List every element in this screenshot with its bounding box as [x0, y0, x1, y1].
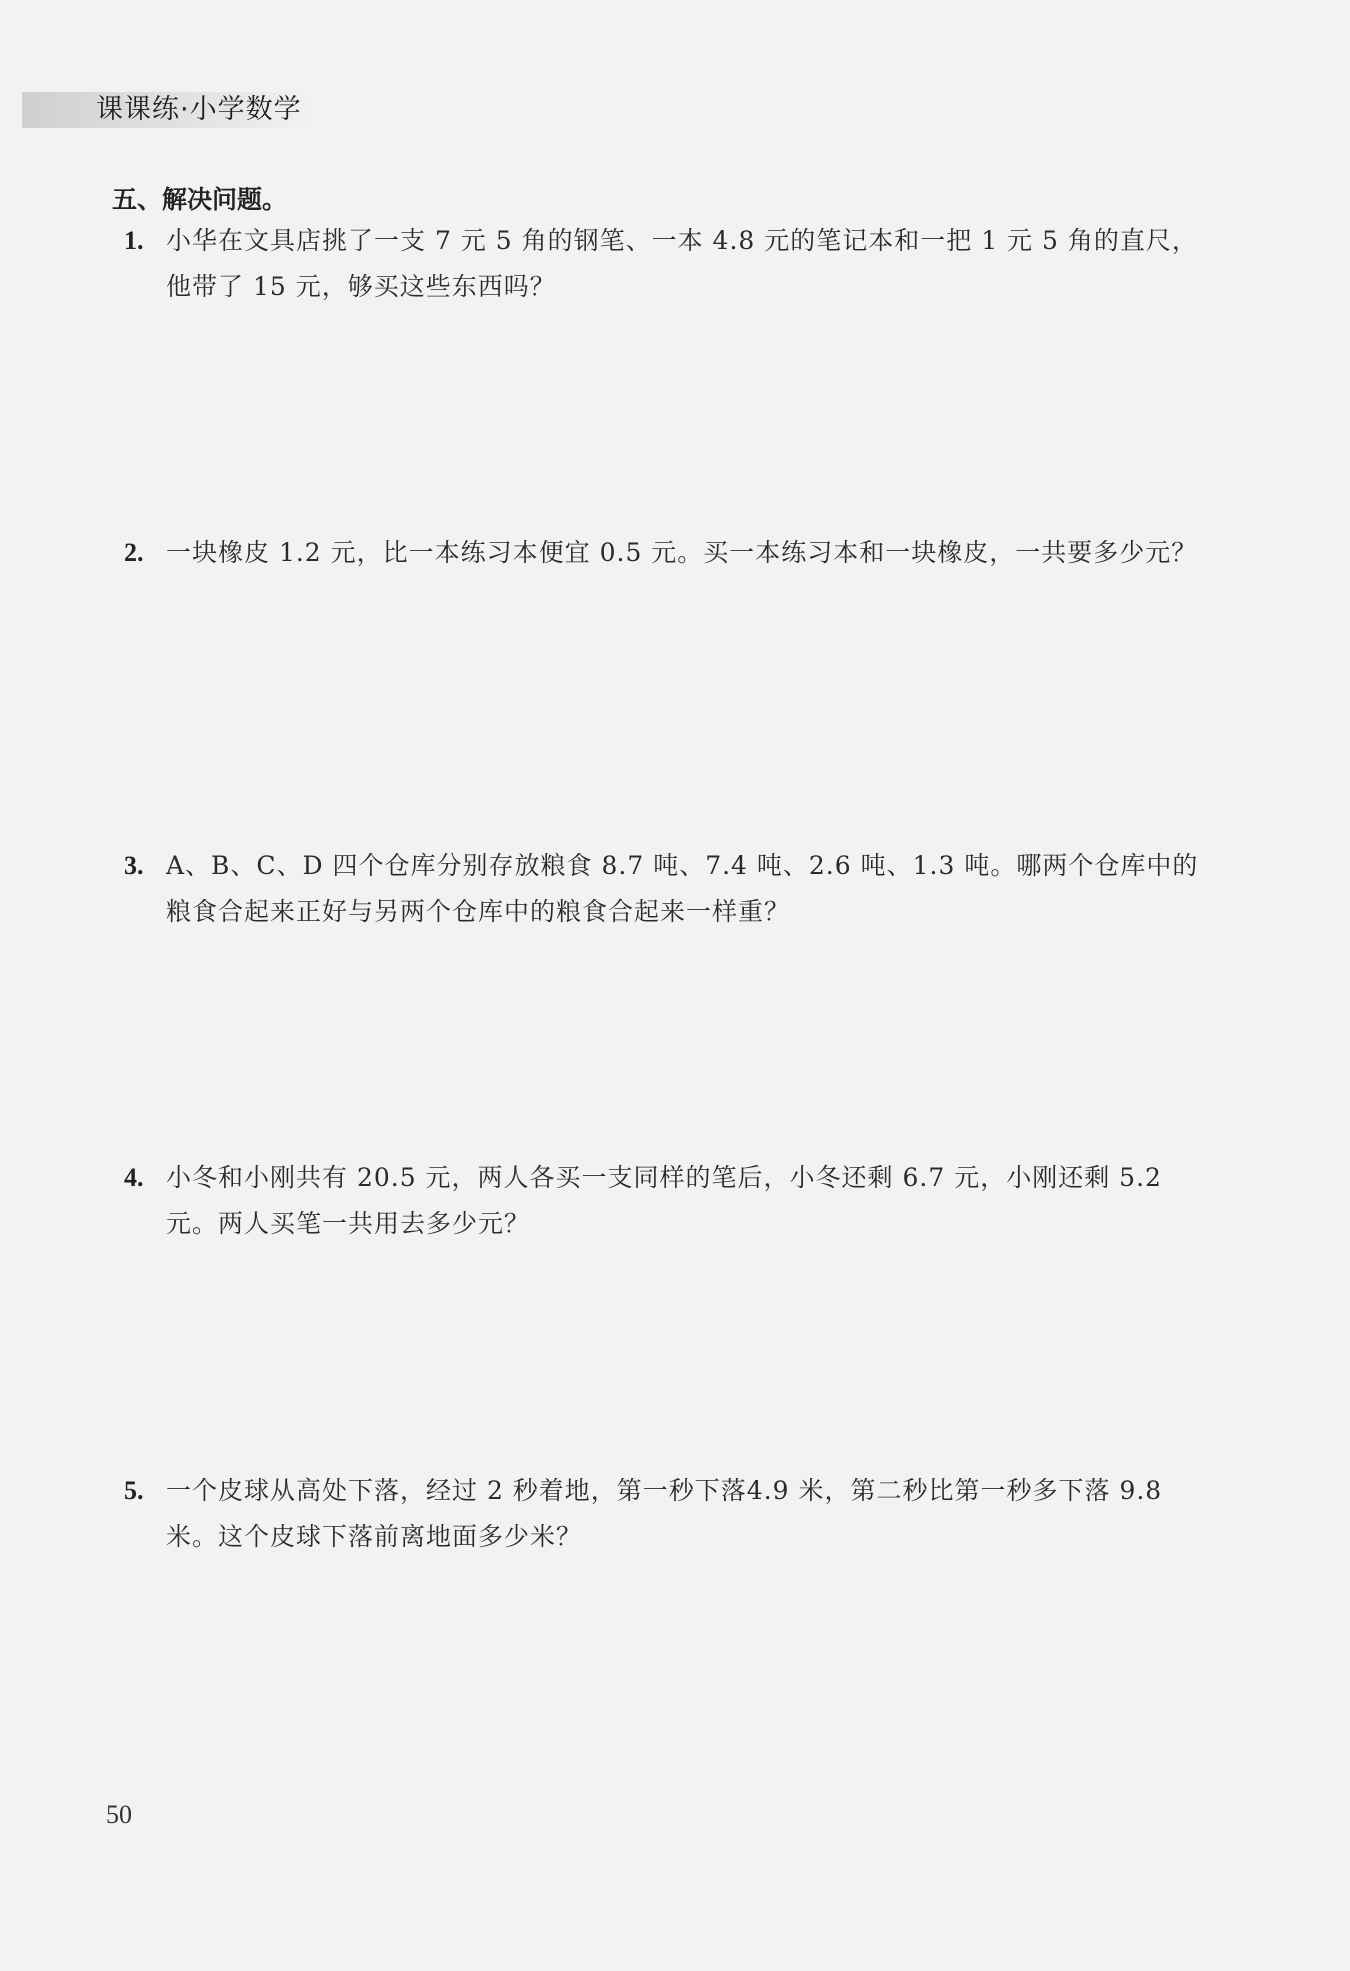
problem-2 [124, 530, 1224, 576]
problem-4 [124, 1155, 1224, 1247]
problem-number: 4. [124, 1163, 144, 1192]
problem-3 [124, 843, 1224, 935]
problem-text: 小冬和小刚共有 20.5 元，两人各买一支同样的笔后，小冬还剩 6.7 元，小刚还剩 5.2 元。两人买笔一共用去多少元？ [166, 1163, 1162, 1238]
problem-1 [124, 218, 1224, 310]
problem-number: 5. [124, 1476, 144, 1505]
book-title: 课课练·小学数学 [96, 94, 302, 125]
page-number: 50 [106, 1800, 132, 1829]
problem-text: 小华在文具店挑了一支 7 元 5 角的钢笔、一本 4.8 元的笔记本和一把 1 元 5 角的直尺，他带了 15 元，够买这些东西吗？ [166, 226, 1198, 301]
problem-text: 一块橡皮 1.2 元，比一本练习本便宜 0.5 元。买一本练习本和一块橡皮，一共要多少元？ [166, 538, 1198, 567]
problem-number: 3. [124, 851, 144, 880]
problem-number: 1. [124, 226, 144, 255]
problem-text: A、B、C、D 四个仓库分别存放粮食 8.7 吨、7.4 吨、2.6 吨、1.3 吨。哪两个仓库中的粮食合起来正好与另两个仓库中的粮食合起来一样重？ [166, 851, 1199, 926]
section-heading: 五、解决问题。 [112, 185, 288, 214]
problem-5 [124, 1468, 1224, 1560]
problem-number: 2. [124, 538, 144, 567]
problem-text: 一个皮球从高处下落，经过 2 秒着地，第一秒下落4.9 米，第二秒比第一秒多下落 9.8 米。这个皮球下落前离地面多少米？ [166, 1476, 1163, 1551]
